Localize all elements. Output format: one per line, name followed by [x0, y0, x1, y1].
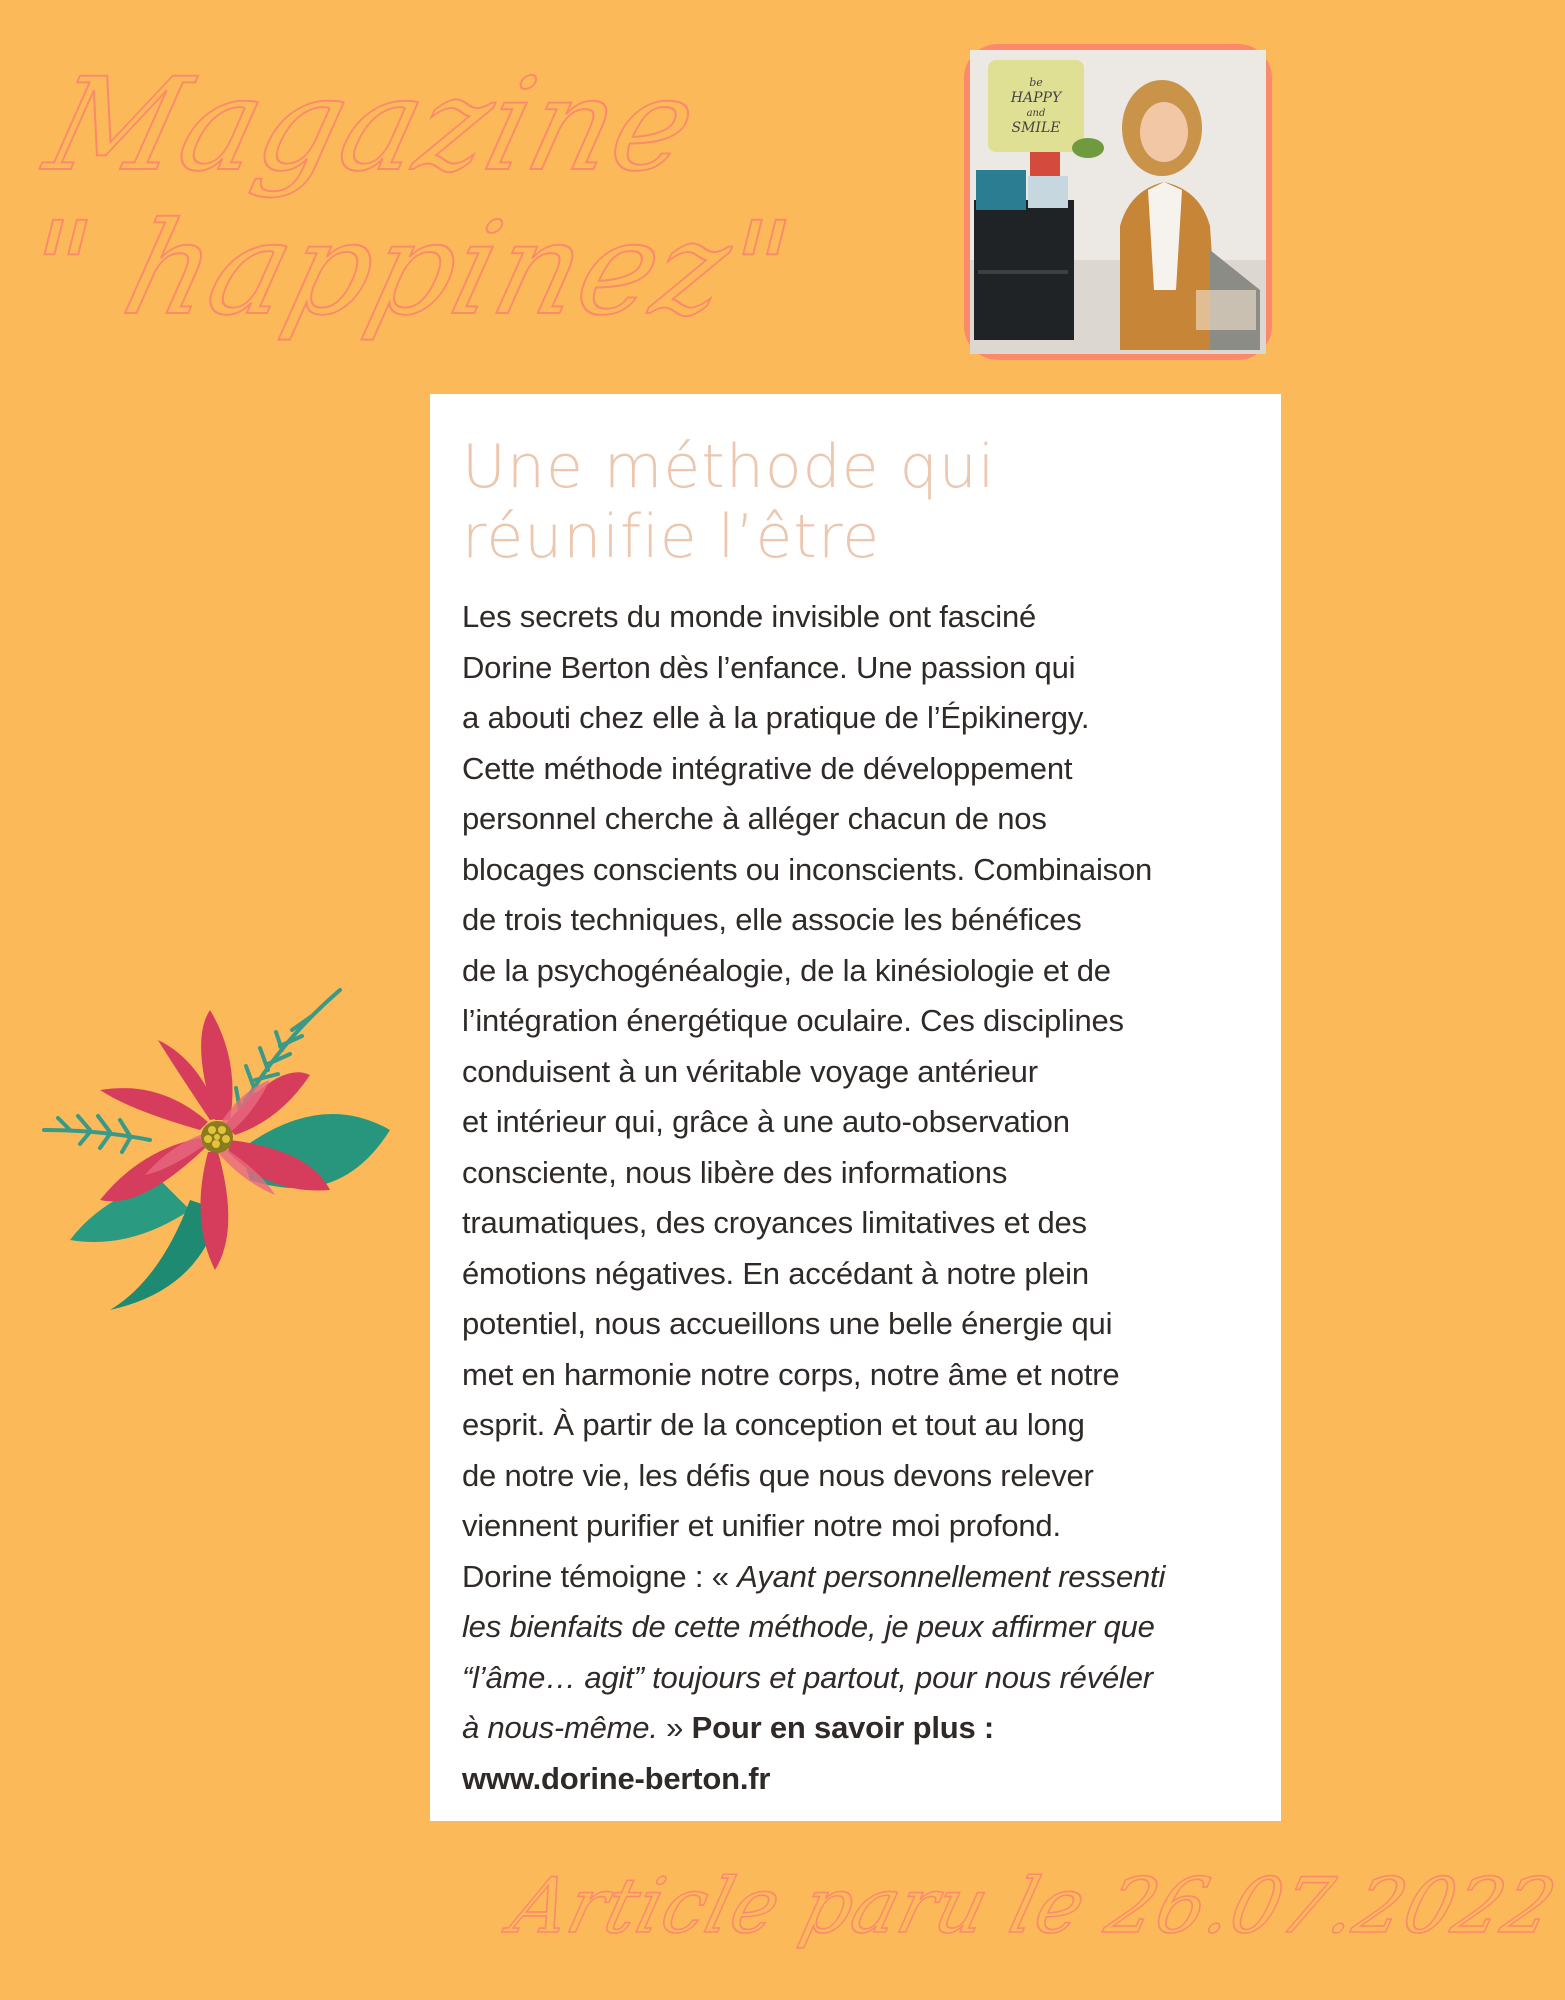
article-line: personnel cherche à alléger chacun de nos	[462, 801, 1047, 836]
quote-text-3: “l’âme… agit” toujours et partout, pour nous révéler	[462, 1659, 1153, 1695]
article-heading-line-2: réunifie l’être	[462, 502, 881, 572]
article-body	[462, 592, 1272, 1804]
article-card	[430, 394, 1281, 1821]
website-line	[462, 1754, 1272, 1805]
svg-text:and: and	[1026, 108, 1046, 119]
article-line: de notre vie, les défis que nous devons relever	[462, 1457, 1094, 1493]
quote-line-4	[462, 1703, 1272, 1754]
portrait-photo	[964, 44, 1272, 360]
article-line: esprit. À partir de la conception et tout au long	[462, 1407, 1085, 1442]
article-line: Dorine Berton dès l’enfance. Une passion qui	[462, 649, 1076, 685]
article-line: et intérieur qui, grâce à une auto-observation	[462, 1104, 1070, 1139]
quote-text-1: Ayant personnellement ressenti	[737, 1558, 1166, 1594]
article-heading	[462, 432, 1162, 572]
article-line: met en harmonie notre corps, notre âme et notre	[462, 1356, 1120, 1392]
quote-line-1	[462, 1552, 1272, 1603]
quote-line-3	[462, 1653, 1272, 1704]
article-heading-line-1: Une méthode qui	[462, 432, 996, 502]
article-line: consciente, nous libère des informations	[462, 1154, 1008, 1190]
quote-intro: Dorine témoigne : «	[462, 1558, 738, 1594]
poinsettia-icon	[40, 980, 400, 1320]
quote-text-2: les bienfaits de cette méthode, je peux affirmer que	[462, 1609, 1155, 1644]
cta-text: Pour en savoir plus :	[691, 1710, 995, 1745]
svg-text:be: be	[1029, 76, 1043, 89]
article-line: Les secrets du monde invisible ont fasciné	[462, 599, 1037, 634]
article-line: de trois techniques, elle associe les bénéfices	[462, 902, 1082, 937]
magazine-title-line-2: " happinez"	[9, 195, 806, 344]
svg-text:SMILE: SMILE	[1011, 120, 1061, 136]
article-line: blocages conscients ou inconscients. Combinaison	[462, 851, 1153, 887]
article-line: émotions négatives. En accédant à notre plein	[462, 1255, 1089, 1291]
magazine-title-line-1: Magazine	[33, 51, 711, 200]
pillow-illustration	[988, 60, 1084, 152]
quote-text-4: à nous-même.	[462, 1710, 658, 1745]
article-line: de la psychogénéalogie, de la kinésiologie et de	[462, 952, 1111, 988]
article-line: viennent purifier et unifier notre moi profond.	[462, 1508, 1061, 1543]
article-line: potentiel, nous accueillons une belle énergie qui	[462, 1306, 1113, 1341]
article-line: a abouti chez elle à la pratique de l’Épikinergy.	[462, 700, 1090, 735]
publication-date: Article paru le 26.07.2022	[503, 1861, 1565, 1950]
article-line: Cette méthode intégrative de développement	[462, 750, 1073, 786]
article-line: conduisent à un véritable voyage antérieur	[462, 1053, 1038, 1089]
svg-text:HAPPY: HAPPY	[1010, 90, 1062, 106]
article-line: l’intégration énergétique oculaire. Ces disciplines	[462, 1003, 1124, 1038]
quote-line-2	[462, 1602, 1272, 1653]
portrait-illustration	[970, 50, 1266, 354]
article-line: traumatiques, des croyances limitatives et des	[462, 1205, 1087, 1240]
quote-close: »	[657, 1710, 692, 1745]
website-link[interactable]: www.dorine-berton.fr	[462, 1760, 771, 1796]
